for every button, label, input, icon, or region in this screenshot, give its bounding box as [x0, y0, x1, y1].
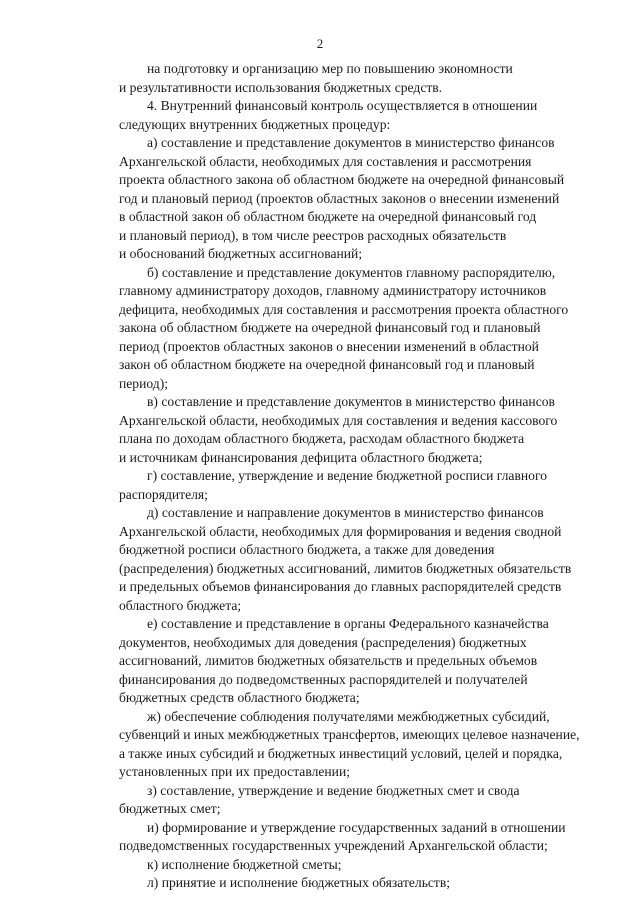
paragraph-subitem-v: в) составление и представление документов в министерство финансов Архангельской области, необходимых для составления и ведения кассового плана по доходам областного бюджета, расходам областного бюджета и источникам финансирования дефицита областного бюджета;: [119, 394, 558, 465]
paragraph-subitem-i: и) формирование и утверждение государственных заданий в отношении подведомственных государственных учреждений Архангельской области;: [119, 819, 566, 853]
page-number: 2: [316, 36, 324, 51]
paragraph-subitem-z: з) составление, утверждение и ведение бюджетных смет и свода бюджетных смет;: [119, 782, 520, 816]
paragraph-subitem-g: г) составление, утверждение и ведение бюджетной росписи главного распорядителя;: [119, 468, 547, 502]
paragraph-subitem-l: л) принятие и исполнение бюджетных обязательств;: [147, 875, 451, 890]
paragraph-subitem-e: е) составление и представление в органы Федерального казначейства документов, необходимых для доведения (распределения) бюджетных ассигнований, лимитов бюджетных обязательств и предельных объемов финансирования до подведомственных распорядителей и получателей бюджетных средств областного бюджета;: [119, 616, 549, 705]
paragraph-subitem-d: д) составление и направление документов в министерство финансов Архангельской области, необходимых для формирования и ведения сводной бюджетной росписи областного бюджета, а также для доведения (распределения) бюджетных ассигнований, лимитов бюджетных обязательств и предельных объемов финансирования до главных распорядителей средств областного бюджета;: [119, 505, 572, 613]
paragraph-continuation: на подготовку и организацию мер по повышению экономности и результативности использования бюджетных средств.: [119, 61, 513, 95]
paragraph-item-4: 4. Внутренний финансовый контроль осуществляется в отношении следующих внутренних бюджетных процедур:: [119, 98, 538, 132]
paragraph-subitem-zh: ж) обеспечение соблюдения получателями межбюджетных субсидий, субвенций и иных межбюджетных трансфертов, имеющих целевое назначение, а также иных субсидий и бюджетных инвестиций условий, целей и порядка, установленных при их предоставлении;: [119, 708, 580, 779]
paragraph-subitem-a: а) составление и представление документов в министерство финансов Архангельской области, необходимых для составления и рассмотрения проекта областного закона об областном бюджете на очередной финансовый год и плановый период (проектов областных законов о внесении изменений в областной закон об областном бюджете на очередной финансовый год и плановый период), в том числе реестров расходных обязательств и обоснований бюджетных ассигнований;: [119, 135, 565, 261]
document-body: [119, 60, 595, 893]
paragraph-subitem-k: к) исполнение бюджетной сметы;: [147, 856, 342, 872]
paragraph-subitem-b: б) составление и представление документов главному распорядителю, главному администратору доходов, главному администратору источников дефицита, необходимых для составления и рассмотрения проекта областного закона об областном бюджете на очередной финансовый год и плановый период (проектов областных законов о внесении изменений в областной закон об областном бюджете на очередной финансовый год и плановый период);: [119, 264, 569, 391]
